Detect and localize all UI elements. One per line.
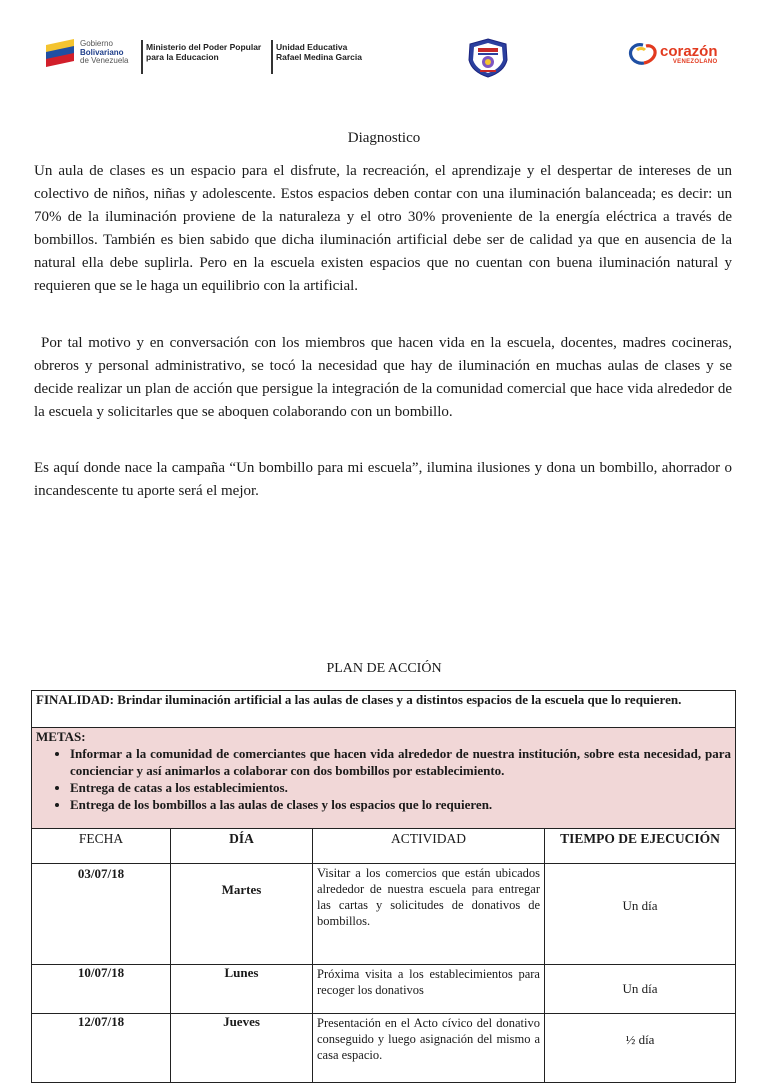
brand-name: corazón [660, 42, 718, 60]
column-header-tiempo: TIEMPO DE EJECUCIÓN [545, 829, 736, 864]
metas-label: METAS: [36, 729, 86, 744]
cell-dia: Jueves [171, 1014, 313, 1083]
document-header [0, 36, 768, 84]
paragraph-1: Un aula de clases es un espacio para el disfrute, la recreación, el aprendizaje y el despertar de intereses de un colectivo de niños, niñas y adolescente. Estos espacios deben contar con una iluminación balanceada; es decir: un 70% de la iluminación proviene de la naturaleza y el otro 30% proveniente de la energía eléctrica a través de bombillos. También es bien sabido que dicha iluminación artificial debe ser de calidad ya que en ausencia de la natural ella debe suplirla. Pero en la escuela existen espacios que no cuentan con buena iluminación natural y requieren que se le haga un equilibrio con la artificial. [34, 163, 732, 294]
ministry-line-2: para la Educacion [146, 52, 219, 62]
paragraph-3: Es aquí donde nace la campaña “Un bombillo para mi escuela”, ilumina ilusiones y dona un bombillo, ahorrador o incandescente tu aporte será el mejor. [34, 460, 732, 499]
cell-dia: Martes [171, 864, 313, 965]
meta-item: • Entrega de catas a los establecimientos. [70, 779, 731, 796]
table-header-row [32, 829, 736, 864]
table-row [32, 965, 736, 1014]
cell-actividad: Presentación en el Acto cívico del donativo conseguido y luego asignación del mismo a casa espacio. [313, 1014, 545, 1083]
brand-subtitle: VENEZOLANO [672, 58, 718, 65]
cell-tiempo: ½ día [545, 1014, 736, 1083]
cell-actividad: Visitar a los comercios que están ubicados alrededor de nuestra escuela para entregar las cartas y solicitudes de donativos de bombillos. [313, 864, 545, 965]
corazon-heart-icon [628, 42, 658, 66]
school-name [276, 42, 362, 62]
ministry-line-1: Ministerio del Poder Popular [146, 42, 262, 52]
ministry-name [146, 42, 261, 62]
action-plan-table [31, 690, 736, 1083]
cell-actividad: Próxima visita a los establecimientos para recoger los donativos [313, 965, 545, 1014]
paragraph-2: Por tal motivo y en conversación con los miembros que hacen vida en la escuela, docentes, madres cocineras, obreros y personal administrativo, se tocó la necesidad que hay de iluminación en muchas aulas de clases y se decide realizar un plan de acción que persigue la integración de la comunidad comercial que hace vida alrededor de la escuela y solicitarles que se aboquen colaborando con un bombillo. [34, 335, 732, 420]
finalidad-cell [32, 691, 736, 728]
school-line-1: Unidad Educativa [276, 42, 348, 52]
finalidad-text: Brindar iluminación artificial a las aulas de clases y a distintos espacios de la escuela que lo requieren. [117, 692, 682, 707]
school-shield-emblem-icon [466, 38, 510, 78]
metas-cell [32, 728, 736, 829]
cell-tiempo: Un día [545, 864, 736, 965]
cell-fecha: 10/07/18 [32, 965, 171, 1014]
meta-item: • Informar a la comunidad de comerciantes que hacen vida alrededor de nuestra institución, sobre esta necesidad, para concienciar y así animarlos a colaborar con dos bombillos por establecimiento. [70, 745, 731, 779]
metas-row [32, 728, 736, 829]
header-divider [141, 40, 143, 74]
cell-tiempo: Un día [545, 965, 736, 1014]
venezuela-flag-icon [46, 40, 76, 66]
column-header-actividad: ACTIVIDAD [313, 829, 545, 864]
finalidad-label: FINALIDAD: [36, 692, 114, 707]
header-divider [271, 40, 273, 74]
school-line-2: Rafael Medina Garcia [276, 52, 362, 62]
government-logo [46, 40, 129, 66]
gov-line-2: Bolivariano [80, 47, 124, 57]
meta-item: • Entrega de los bombillos a las aulas de clases y los espacios que lo requieren. [70, 796, 731, 813]
government-logo-text [80, 40, 129, 66]
cell-fecha: 12/07/18 [32, 1014, 171, 1083]
cell-fecha: 03/07/18 [32, 864, 171, 965]
column-header-fecha: FECHA [32, 829, 171, 864]
gov-line-3: de Venezuela [80, 56, 129, 66]
plan-title: PLAN DE ACCIÓN [326, 661, 442, 676]
corazon-venezolano-logo [628, 42, 718, 66]
cell-dia: Lunes [171, 965, 313, 1014]
gov-line-1: Gobierno [80, 39, 113, 49]
table-row [32, 864, 736, 965]
finalidad-row [32, 691, 736, 728]
metas-list [36, 745, 731, 813]
column-header-dia: DÍA [171, 829, 313, 864]
document-title: Diagnostico [347, 130, 421, 146]
